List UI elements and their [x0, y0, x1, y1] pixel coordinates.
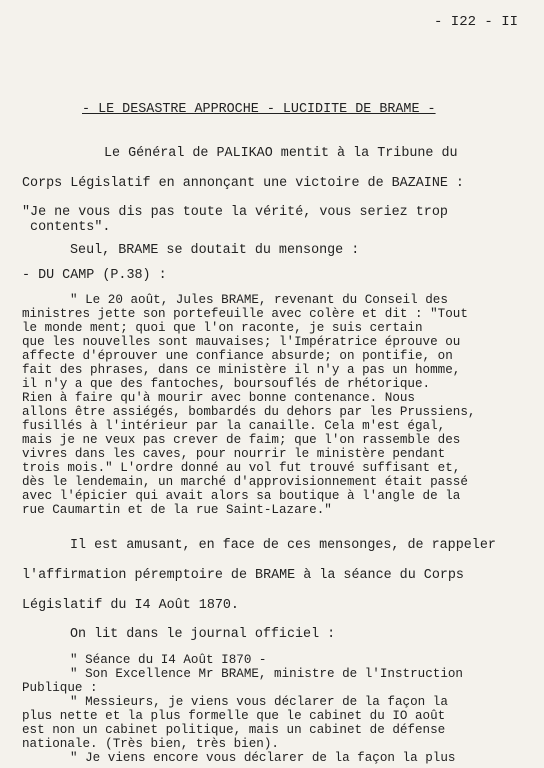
text-line: " Séance du I4 Août I870 -: [70, 653, 267, 667]
text-line: est non un cabinet politique, mais un cabinet de défense: [22, 723, 446, 737]
page-number: - I22 - II: [433, 14, 518, 30]
text-line: " Messieurs, je viens vous déclarer de la façon la: [70, 695, 448, 709]
text-line: Rien à faire qu'à mourir avec bonne contenance. Nous: [22, 391, 415, 405]
text-line: affecte d'éprouver une confiance absurde; on pontifie, on: [22, 349, 453, 363]
text-line: avec l'épicier qui avait alors sa boutique à l'angle de la: [22, 489, 461, 503]
text-line: fusillés à l'intérieur par la canaille. Cela m'est égal,: [22, 419, 446, 433]
text-line: trois mois." L'ordre donné au vol fut trouvé suffisant et,: [22, 461, 461, 475]
text-line: le monde ment; quoi que l'on raconte, je suis certain: [22, 321, 423, 335]
text-line: " Le 20 août, Jules BRAME, revenant du Conseil des: [70, 293, 448, 307]
paragraph-brame-doubt: Seul, BRAME se doutait du mensonge :: [70, 243, 360, 258]
text-line: vivres dans les caves, pour nourrir le ministère pendant: [22, 447, 446, 461]
document-title: - LE DESASTRE APPROCHE - LUCIDITE DE BRAME -: [82, 102, 436, 117]
text-line: rue Caumartin et de la rue Saint-Lazare.": [22, 503, 332, 517]
text-line: Publique :: [22, 681, 98, 695]
text-line: "Je ne vous dis pas toute la vérité, vous seriez trop: [22, 205, 448, 220]
text-line: fait des phrases, dans ce ministère il n'y a pas un homme,: [22, 363, 461, 377]
source-citation: - DU CAMP (P.38) :: [22, 268, 167, 283]
text-line: que les nouvelles sont mauvaises; l'Impératrice éprouve ou: [22, 335, 461, 349]
text-line: il n'y a que des fantoches, boursouflés de rhétorique.: [22, 377, 431, 391]
text-line: " Je viens encore vous déclarer de la façon la plus: [70, 751, 456, 765]
paragraph-journal: On lit dans le journal officiel :: [70, 627, 336, 642]
text-line: contents".: [22, 220, 111, 235]
text-line: allons être assiégés, bombardés du dehors par les Prussiens,: [22, 405, 476, 419]
text-line: Législatif du I4 Août 1870.: [22, 598, 239, 613]
text-line: ministres jette son portefeuille avec colère et dit : "Tout: [22, 307, 468, 321]
text-line: Le Général de PALIKAO mentit à la Tribune du: [104, 146, 458, 161]
text-line: l'affirmation péremptoire de BRAME à la séance du Corps: [22, 568, 464, 583]
text-line: plus nette et la plus formelle que le cabinet du IO août: [22, 709, 446, 723]
text-line: dès le lendemain, un marché d'approvisionnement était passé: [22, 475, 468, 489]
text-line: Il est amusant, en face de ces mensonges, de rappeler: [70, 538, 496, 553]
text-line: mais je ne veux pas crever de faim; que l'on rassemble des: [22, 433, 461, 447]
text-line: nationale. (Très bien, très bien).: [22, 737, 279, 751]
text-line: Corps Législatif en annonçant une victoire de BAZAINE :: [22, 176, 464, 191]
text-line: " Son Excellence Mr BRAME, ministre de l'Instruction: [70, 667, 463, 681]
